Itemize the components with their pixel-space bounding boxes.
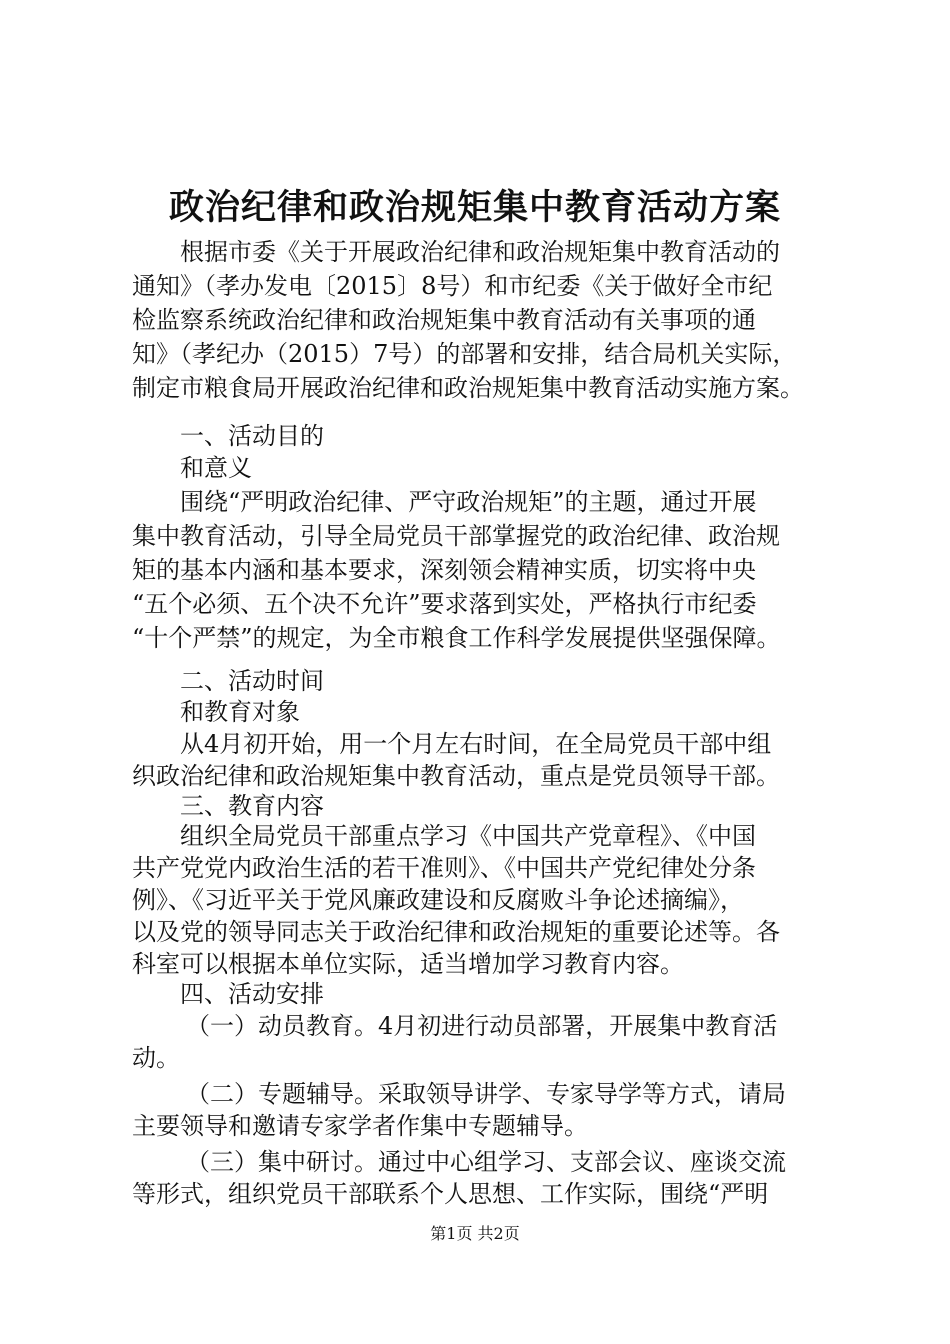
paragraph-line: （三）集中研讨。通过中心组学习、支部会议、座谈交流 xyxy=(186,1148,786,1176)
paragraph-line: 检监察系统政治纪律和政治规矩集中教育活动有关事项的通 xyxy=(132,306,756,334)
paragraph-line: 主要领导和邀请专家学者作集中专题辅导。 xyxy=(132,1112,588,1140)
paragraph-line: 根据市委《关于开展政治纪律和政治规矩集中教育活动的 xyxy=(180,238,780,266)
section-heading: 一、活动目的 xyxy=(180,422,324,450)
paragraph-line: 例》、《习近平关于党风廉政建设和反腐败斗争论述摘编》， xyxy=(132,886,744,914)
paragraph-line: 通知》（孝办发电〔2015〕8号）和市纪委《关于做好全市纪 xyxy=(132,272,773,300)
paragraph-line: 集中教育活动，引导全局党员干部掌握党的政治纪律、政治规 xyxy=(132,522,780,550)
paragraph-line: 知》（孝纪办（2015）7号）的部署和安排，结合局机关实际， xyxy=(132,340,797,368)
paragraph-line: 织政治纪律和政治规矩集中教育活动，重点是党员领导干部。 xyxy=(132,762,780,790)
paragraph-line: 动。 xyxy=(132,1044,180,1072)
paragraph-line: 围绕“严明政治纪律、严守政治规矩”的主题，通过开展 xyxy=(180,488,757,516)
section-heading: 三、教育内容 xyxy=(180,792,324,820)
section-heading: 二、活动时间 xyxy=(180,667,324,695)
paragraph-line: 共产党党内政治生活的若干准则》、《中国共产党纪律处分条 xyxy=(132,854,756,882)
section-heading: 四、活动安排 xyxy=(180,980,324,1008)
section-heading: 和教育对象 xyxy=(180,698,300,726)
paragraph-line: 制定市粮食局开展政治纪律和政治规矩集中教育活动实施方案。 xyxy=(132,374,804,402)
paragraph-line: 组织全局党员干部重点学习《中国共产党章程》、《中国 xyxy=(180,822,756,850)
paragraph-line: 以及党的领导同志关于政治纪律和政治规矩的重要论述等。各 xyxy=(132,918,780,946)
paragraph-line: 科室可以根据本单位实际，适当增加学习教育内容。 xyxy=(132,950,684,978)
section-heading: 和意义 xyxy=(180,454,252,482)
document-title: 政治纪律和政治规矩集中教育活动方案 xyxy=(168,187,781,228)
paragraph-line: 从4月初开始，用一个月左右时间，在全局党员干部中组 xyxy=(180,730,772,758)
paragraph-line: 矩的基本内涵和基本要求，深刻领会精神实质，切实将中央 xyxy=(132,556,756,584)
paragraph-line: “五个必须、五个决不允许”要求落到实处，严格执行市纪委 xyxy=(132,590,757,618)
paragraph-line: “十个严禁”的规定，为全市粮食工作科学发展提供坚强保障。 xyxy=(132,624,781,652)
paragraph-line: （二）专题辅导。采取领导讲学、专家导学等方式，请局 xyxy=(186,1080,786,1108)
page-number-footer: 第1页 共2页 xyxy=(430,1224,520,1243)
paragraph-line: 等形式，组织党员干部联系个人思想、工作实际，围绕“严明 xyxy=(132,1180,769,1208)
paragraph-line: （一）动员教育。4月初进行动员部署，开展集中教育活 xyxy=(186,1012,778,1040)
